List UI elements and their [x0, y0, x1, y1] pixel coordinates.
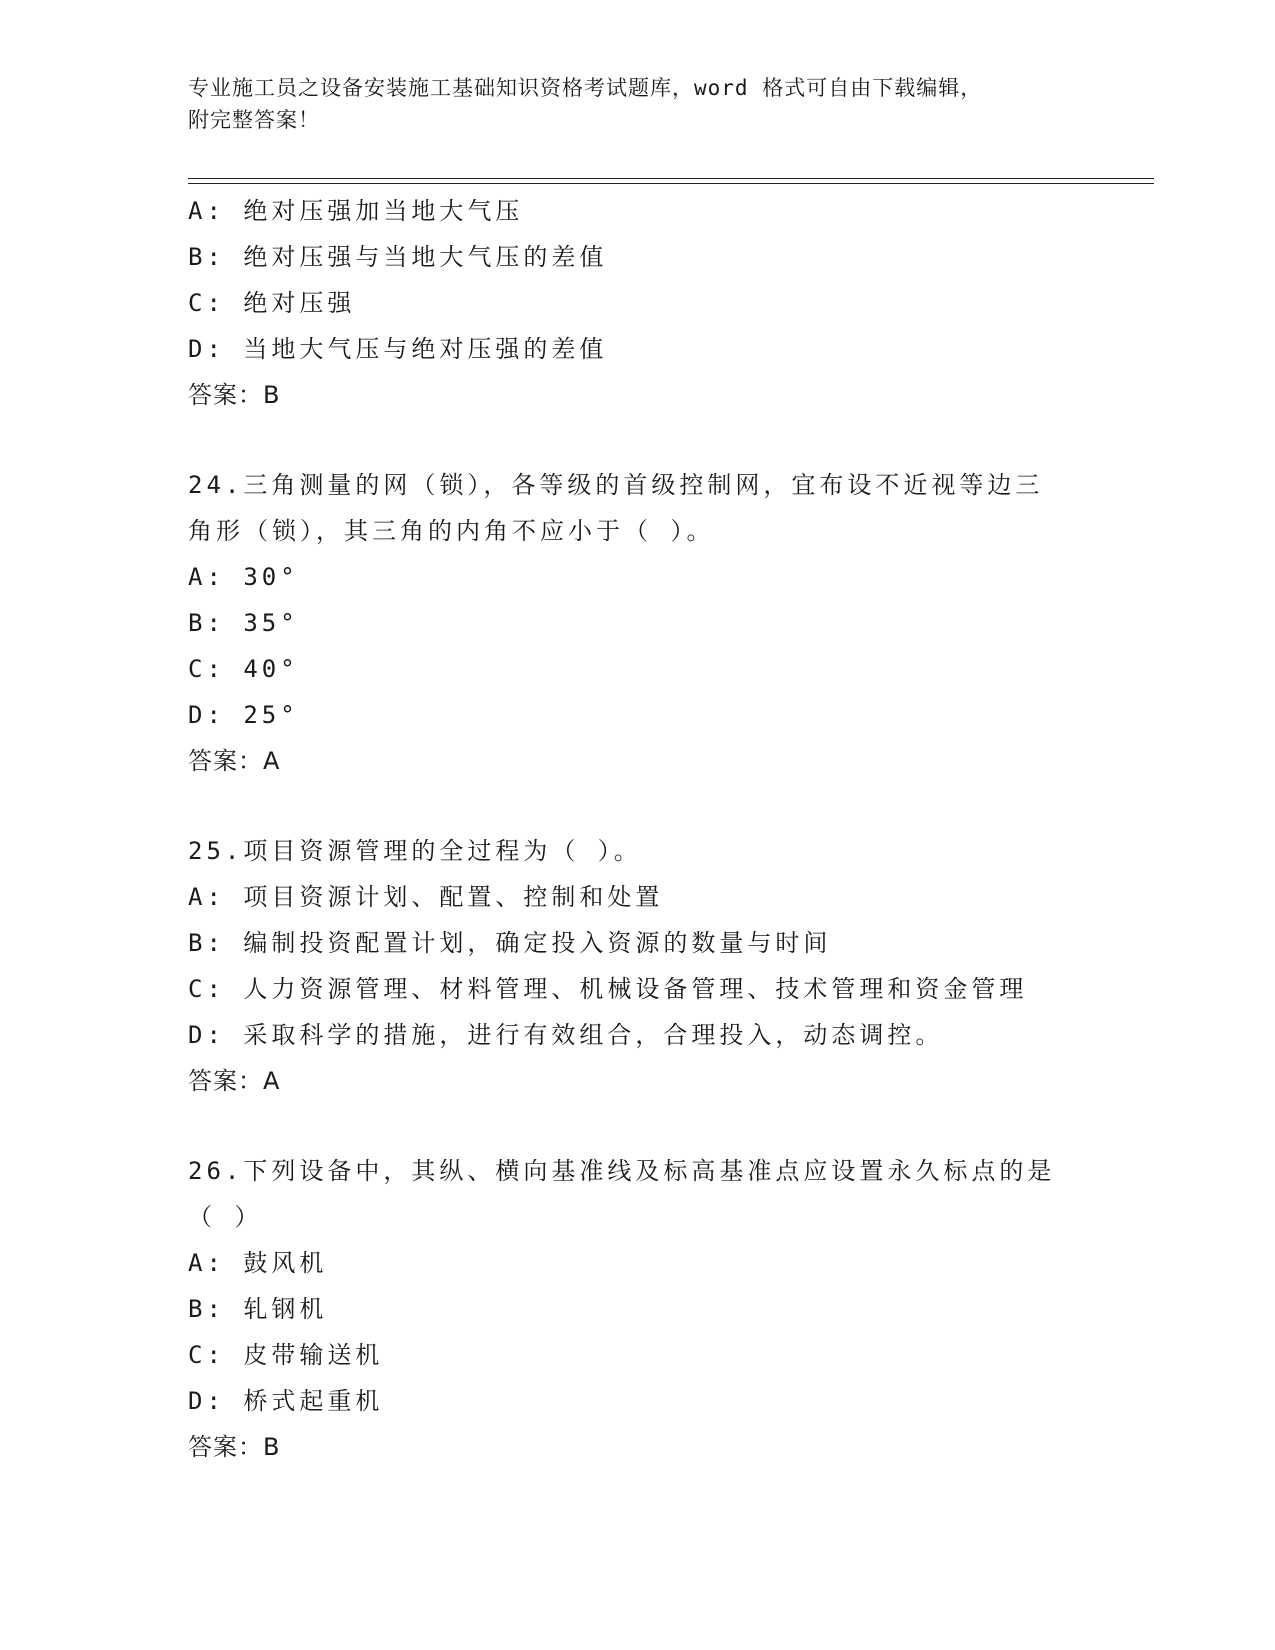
question-stem-continued: （ ） [188, 1203, 263, 1231]
spacer [188, 1104, 1088, 1148]
option-d: D: 采取科学的措施，进行有效组合，合理投入，动态调控。 [188, 1021, 944, 1049]
option-d: D: 桥式起重机 [188, 1387, 384, 1415]
question-stem: 26.下列设备中，其纵、横向基准线及标高基准点应设置永久标点的是 [188, 1157, 1056, 1185]
option-a: A: 绝对压强加当地大气压 [188, 197, 524, 225]
question-stem-continued: 角形（锁），其三角的内角不应小于（ ）。 [188, 517, 715, 545]
spacer [188, 784, 1088, 828]
option-b: B: 编制投资配置计划，确定投入资源的数量与时间 [188, 929, 832, 957]
option-c: C: 绝对压强 [188, 289, 356, 317]
option-a: A: 鼓风机 [188, 1249, 328, 1277]
question-23 [188, 188, 1088, 418]
option-c: C: 40° [188, 655, 299, 683]
spacer [188, 418, 1088, 462]
header-line-1: 专业施工员之设备安装施工基础知识资格考试题库，word 格式可自由下载编辑， [188, 76, 983, 100]
question-stem: 24.三角测量的网（锁），各等级的首级控制网，宜布设不近视等边三 [188, 471, 1044, 499]
option-c: C: 皮带输送机 [188, 1341, 384, 1369]
option-a: A: 项目资源计划、配置、控制和处置 [188, 883, 664, 911]
option-d: D: 当地大气压与绝对压强的差值 [188, 335, 608, 363]
option-b: B: 35° [188, 609, 299, 637]
document-header [188, 72, 1088, 136]
question-25 [188, 828, 1088, 1104]
answer: 答案：A [188, 747, 281, 775]
option-c: C: 人力资源管理、材料管理、机械设备管理、技术管理和资金管理 [188, 975, 1028, 1003]
question-24 [188, 462, 1088, 784]
answer: 答案：A [188, 1067, 281, 1095]
option-b: B: 绝对压强与当地大气压的差值 [188, 243, 608, 271]
question-26 [188, 1148, 1088, 1470]
option-b: B: 轧钢机 [188, 1295, 328, 1323]
header-divider-top [188, 178, 1154, 179]
option-d: D: 25° [188, 701, 299, 729]
answer: 答案：B [188, 381, 281, 409]
answer: 答案：B [188, 1433, 281, 1461]
option-a: A: 30° [188, 563, 299, 591]
question-content [188, 188, 1088, 1470]
header-divider-bottom [188, 183, 1154, 184]
question-stem: 25.项目资源管理的全过程为（ ）。 [188, 837, 642, 865]
header-line-2: 附完整答案！ [188, 108, 320, 132]
